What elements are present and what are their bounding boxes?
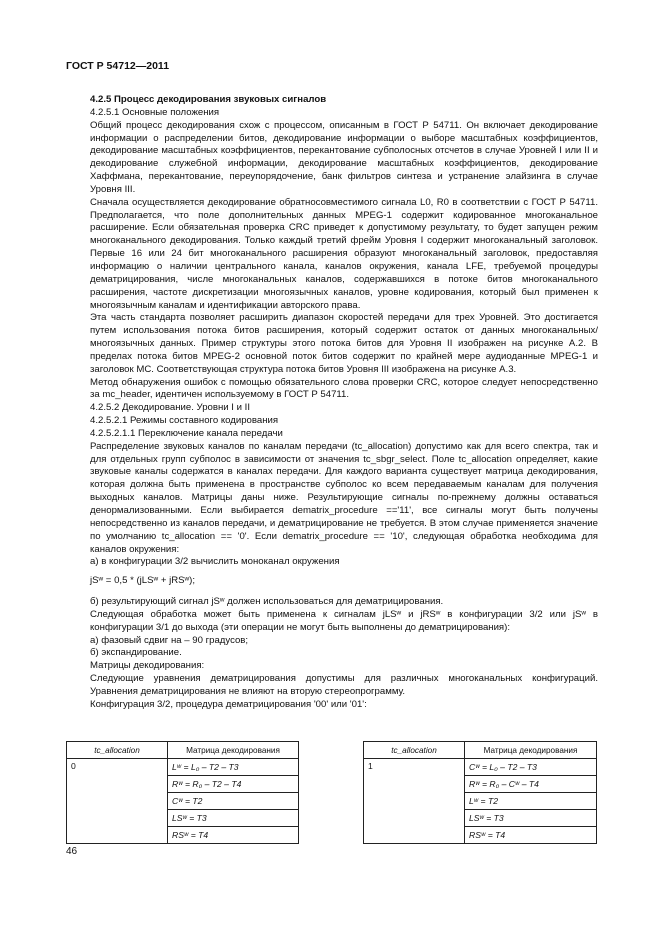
paragraph: Эта часть стандарта позволяет расширить диапазон скоростей передачи для трех Уровней. Это достигается путем использования потока битов расширения, который содержит остаток от данных многоканальных/многоязычных данных. Пример структуры этого потока битов для Уровня II изображен на рисунке А.2. В пределах потока битов MPEG-2 основной поток битов содержит по крайней мере аудиоданные MPEG-1 и заголовок MC. Соответствующая структура потока битов Уровня III изображена на рисунке А.3. <box>90 312 598 375</box>
paragraph: Общий процесс декодирования схож с процессом, описанным в ГОСТ Р 54711. Он включает декодирование информации о распределении битов, декодирование информации о выборе масштабных коэффициентов, декодирование масштабных коэффициентов, перекантование субполосных отсчетов в случае Уровней I или II и декодирование служебной информации, декодирование масштабных коэффициентов, декодирование Хаффмана, перекантование, переупорядочение, банк фильтров синтеза и устранение элайзинга в случае Уровня III. <box>90 119 598 195</box>
matrix-equation: Lʷ = T2 <box>465 793 597 810</box>
table-header-matrix: Матрица декодирования <box>465 742 597 759</box>
list-item: б) результирующий сигнал jSʷ должен использоваться для дематрицирования. <box>90 596 444 608</box>
table-header-tc-allocation: tc_allocation <box>67 742 168 759</box>
document-header: ГОСТ Р 54712—2011 <box>66 60 170 72</box>
table-header-matrix: Матрица декодирования <box>168 742 299 759</box>
tc-allocation-value: 1 <box>364 759 465 844</box>
subsection-heading: 4.2.5.2.1.1 Переключение канала передачи <box>90 427 283 439</box>
body-text <box>90 94 598 712</box>
paragraph: Следующие уравнения дематрицирования допустимы для различных многоканальных конфигураций. Уравнения дематрицирования не влияют на вторую стереопрограмму. <box>90 673 598 697</box>
matrix-equation: RSʷ = T4 <box>465 827 597 844</box>
matrix-equation: Cʷ = L₀ – T2 – T3 <box>465 759 597 776</box>
paragraph: Конфигурация 3/2, процедура дематрицирования '00' или '01': <box>90 698 367 710</box>
matrix-equation: Rʷ = R₀ – T2 – T4 <box>168 776 299 793</box>
tc-allocation-value: 0 <box>67 759 168 844</box>
subsection-heading: 4.2.5.2 Декодирование. Уровни I и II <box>90 402 250 414</box>
paragraph: Метод обнаружения ошибок с помощью обязательного слова проверки CRC, которое следует непосредственно за mc_header, идентичен используемому в ГОСТ Р 54711. <box>90 376 598 401</box>
matrix-equation: Lʷ = L₀ – T2 – T3 <box>168 759 299 776</box>
matrix-equation: Rʷ = R₀ – Cʷ – T4 <box>465 776 597 793</box>
paragraph: Матрицы декодирования: <box>90 660 205 672</box>
matrix-equation: LSʷ = T3 <box>168 810 299 827</box>
dematrix-table-right <box>363 741 597 844</box>
paragraph: Сначала осуществляется декодирование обратносовместимого сигнала L0, R0 в соответствии с ГОСТ Р 54711. Предполагается, что поле дополнительных данных MPEG-1 содержит кодированное многоканальное расширение. Если обязательная проверка CRC приведет к допустимому результату, то будет запущен режим многоканального декодирования. Только каждый третий фрейм Уровня I содержит многоканальный заголовок. Первые 16 или 24 бит многоканального расширения образуют многоканальный заголовок, предоставляя информацию о наличии центрального канала, каналов окружения, канала LFE, требуемой процедуры дематрицирования, числе многоканальных каналов, содержавшихся в потоке битов многоканального расширения, частоте дискретизации многоязычных каналов, уровне кодирования, который был применен к многоязычным каналам и идентификации авторского права. <box>90 196 598 311</box>
list-item: а) фазовый сдвиг на – 90 градусов; <box>90 634 249 646</box>
table-header-tc-allocation: tc_allocation <box>364 742 465 759</box>
subsection-heading: 4.2.5.2.1 Режимы составного кодирования <box>90 415 279 427</box>
page-number: 46 <box>66 846 78 857</box>
section-title: 4.2.5 Процесс декодирования звуковых сигналов <box>90 94 327 105</box>
paragraph: Распределение звуковых каналов по каналам передачи (tc_allocation) допустимо как для всего спектра, так и для отдельных групп субполос в зависимости от значения tc_sbgr_select. Поле tc_allocation определяет, какие звуковые каналы содержатся в каналах передачи. Для каждого варианта существует матрица декодирования, которая должна быть применена в пространстве субполос ко всем передаваемым каналам для получения выходных каналов. Матрицы даны ниже. Результирующие сигналы по-прежнему должны оставаться денормализованными. Если выбирается dematrix_procedure =='11', все сигналы могут быть получены непосредственно из каналов передачи, и дематрицирование не требуется. В этом случае применяется значение по умолчанию tc_allocation == '0'. Если dematrix_procedure == '10', следующая обработка необходима для каналов окружения: <box>90 440 598 555</box>
matrix-equation: LSʷ = T3 <box>465 810 597 827</box>
subsection-heading: 4.2.5.1 Основные положения <box>90 106 220 118</box>
dematrix-table-left <box>66 741 299 844</box>
formula: jSʷ = 0,5 * (jLSʷ + jRSʷ); <box>90 575 196 587</box>
paragraph: Следующая обработка может быть применена к сигналам jLSʷ и jRSʷ в конфигурации 3/2 или jSʷ в конфигурации 3/1 до выхода (эти операции не могут быть выполнены до дематрицирования): <box>90 608 598 633</box>
matrix-equation: RSʷ = T4 <box>168 827 299 844</box>
matrix-equation: Cʷ = T2 <box>168 793 299 810</box>
list-item: а) в конфигурации 3/2 вычислить моноканал окружения <box>90 556 340 568</box>
list-item: б) экспандирование. <box>90 647 182 659</box>
